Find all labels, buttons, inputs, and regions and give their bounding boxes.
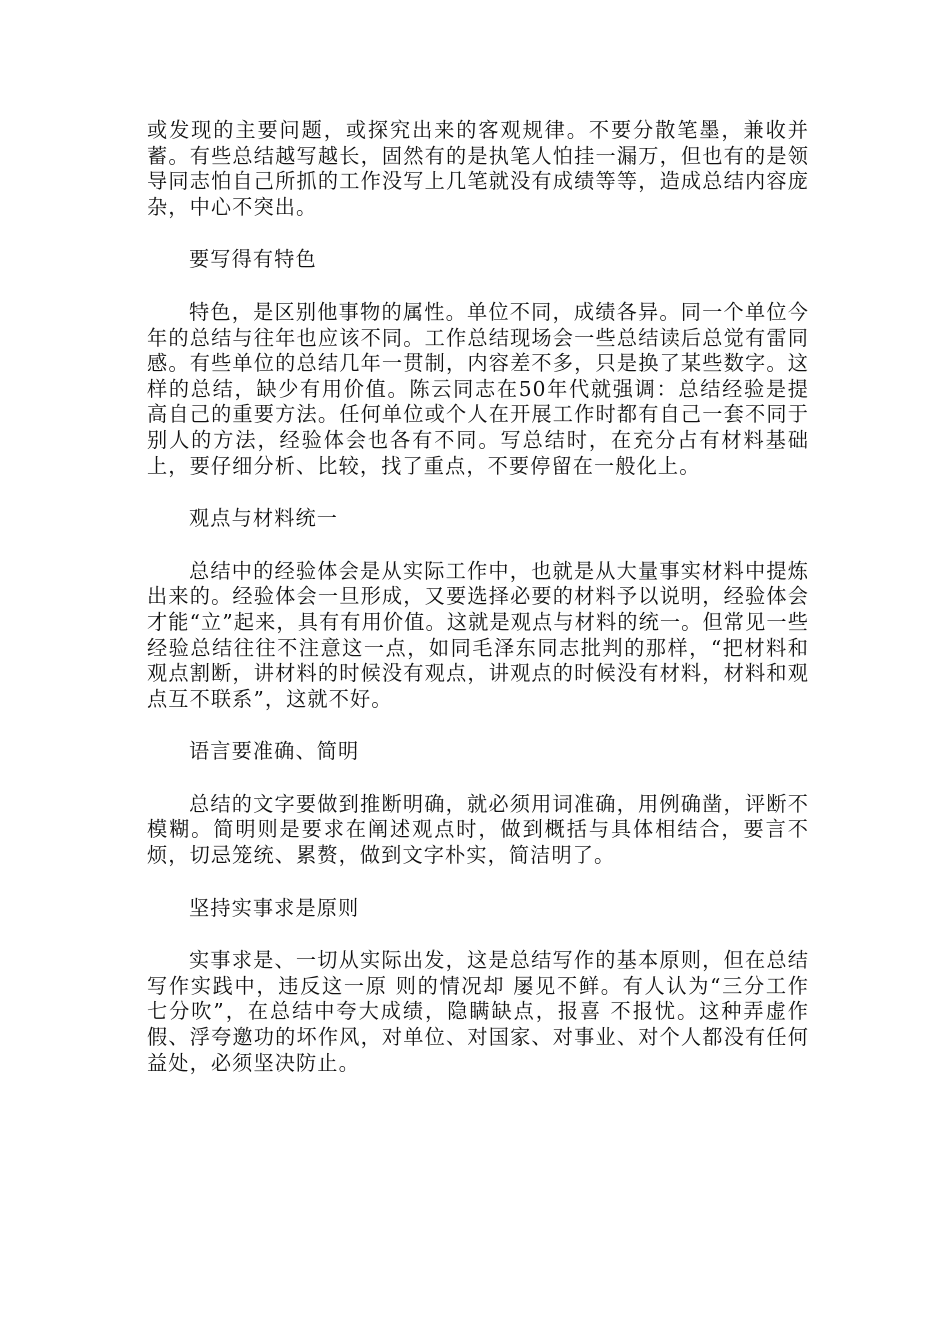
spacer [147, 532, 809, 559]
spacer [147, 712, 809, 739]
spacer [147, 479, 809, 506]
paragraph-language: 总结的文字要做到推断明确，就必须用词准确，用例确凿，评断不模糊。简明则是要求在阐述观点时，做到概括与具体相结合，要言不烦，切忌笼统、累赘，做到文字朴实，简洁明了。 [147, 791, 809, 868]
paragraph-truth: 实事求是、一切从实际出发，这是总结写作的基本原则，但在总结写作实践中，违反这一原 则的情况却 屡见不鲜。有人认为“三分工作七分吹”，在总结中夸大成绩，隐瞒缺点，报喜 不报忧。这种弄虚作假、浮夸邀功的坏作风，对单位、对国家、对事业、对个人都没有任何 益处，必须坚决防止。 [147, 948, 809, 1075]
spacer [147, 921, 809, 948]
paragraph-distinctive: 特色，是区别他事物的属性。单位不同，成绩各异。同一个单位今年的总结与往年也应该不同。工作总结现场会一些总结读后总觉有雷同感。有些单位的总结几年一贯制，内容差不多，只是换了某些数字。这样的总结，缺少有用价值。陈云同志在50年代就强调：总结经验是提高自己的重要方法。任何单位或个人在开展工作时都有自己一套不同于别人的方法，经验体会也各有不同。写总结时，在充分占有材料基础上，要仔细分析、比较，找了重点，不要停留在一般化上。 [147, 299, 809, 478]
document-page [147, 118, 809, 1076]
spacer [147, 869, 809, 896]
paragraph-summary-focus: 或发现的主要问题，或探究出来的客观规律。不要分散笔墨，兼收并蓄。有些总结越写越长，固然有的是执笔人怕挂一漏万，但也有的是领导同志怕自己所抓的工作没写上几笔就没有成绩等等，造成总结内容庞杂，中心不突出。 [147, 118, 809, 219]
spacer [147, 765, 809, 792]
spacer [147, 220, 809, 247]
paragraph-viewpoint-material: 总结中的经验体会是从实际工作中，也就是从大量事实材料中提炼出来的。经验体会一旦形成，又要选择必要的材料予以说明，经验体会才能“立”起来，具有有用价值。这就是观点与材料的统一。但常见一些经验总结往往不注意这一点，如同毛泽东同志批判的那样，“把材料和观点割断，讲材料的时候没有观点，讲观点的时候没有材料，材料和观点互不联系”，这就不好。 [147, 558, 809, 711]
section-heading-truth: 坚持实事求是原则 [189, 895, 360, 920]
section-heading-viewpoint-material: 观点与材料统一 [189, 506, 339, 531]
spacer [147, 273, 809, 300]
section-heading-language: 语言要准确、简明 [189, 739, 360, 764]
section-heading-distinctive: 要写得有特色 [189, 247, 317, 272]
